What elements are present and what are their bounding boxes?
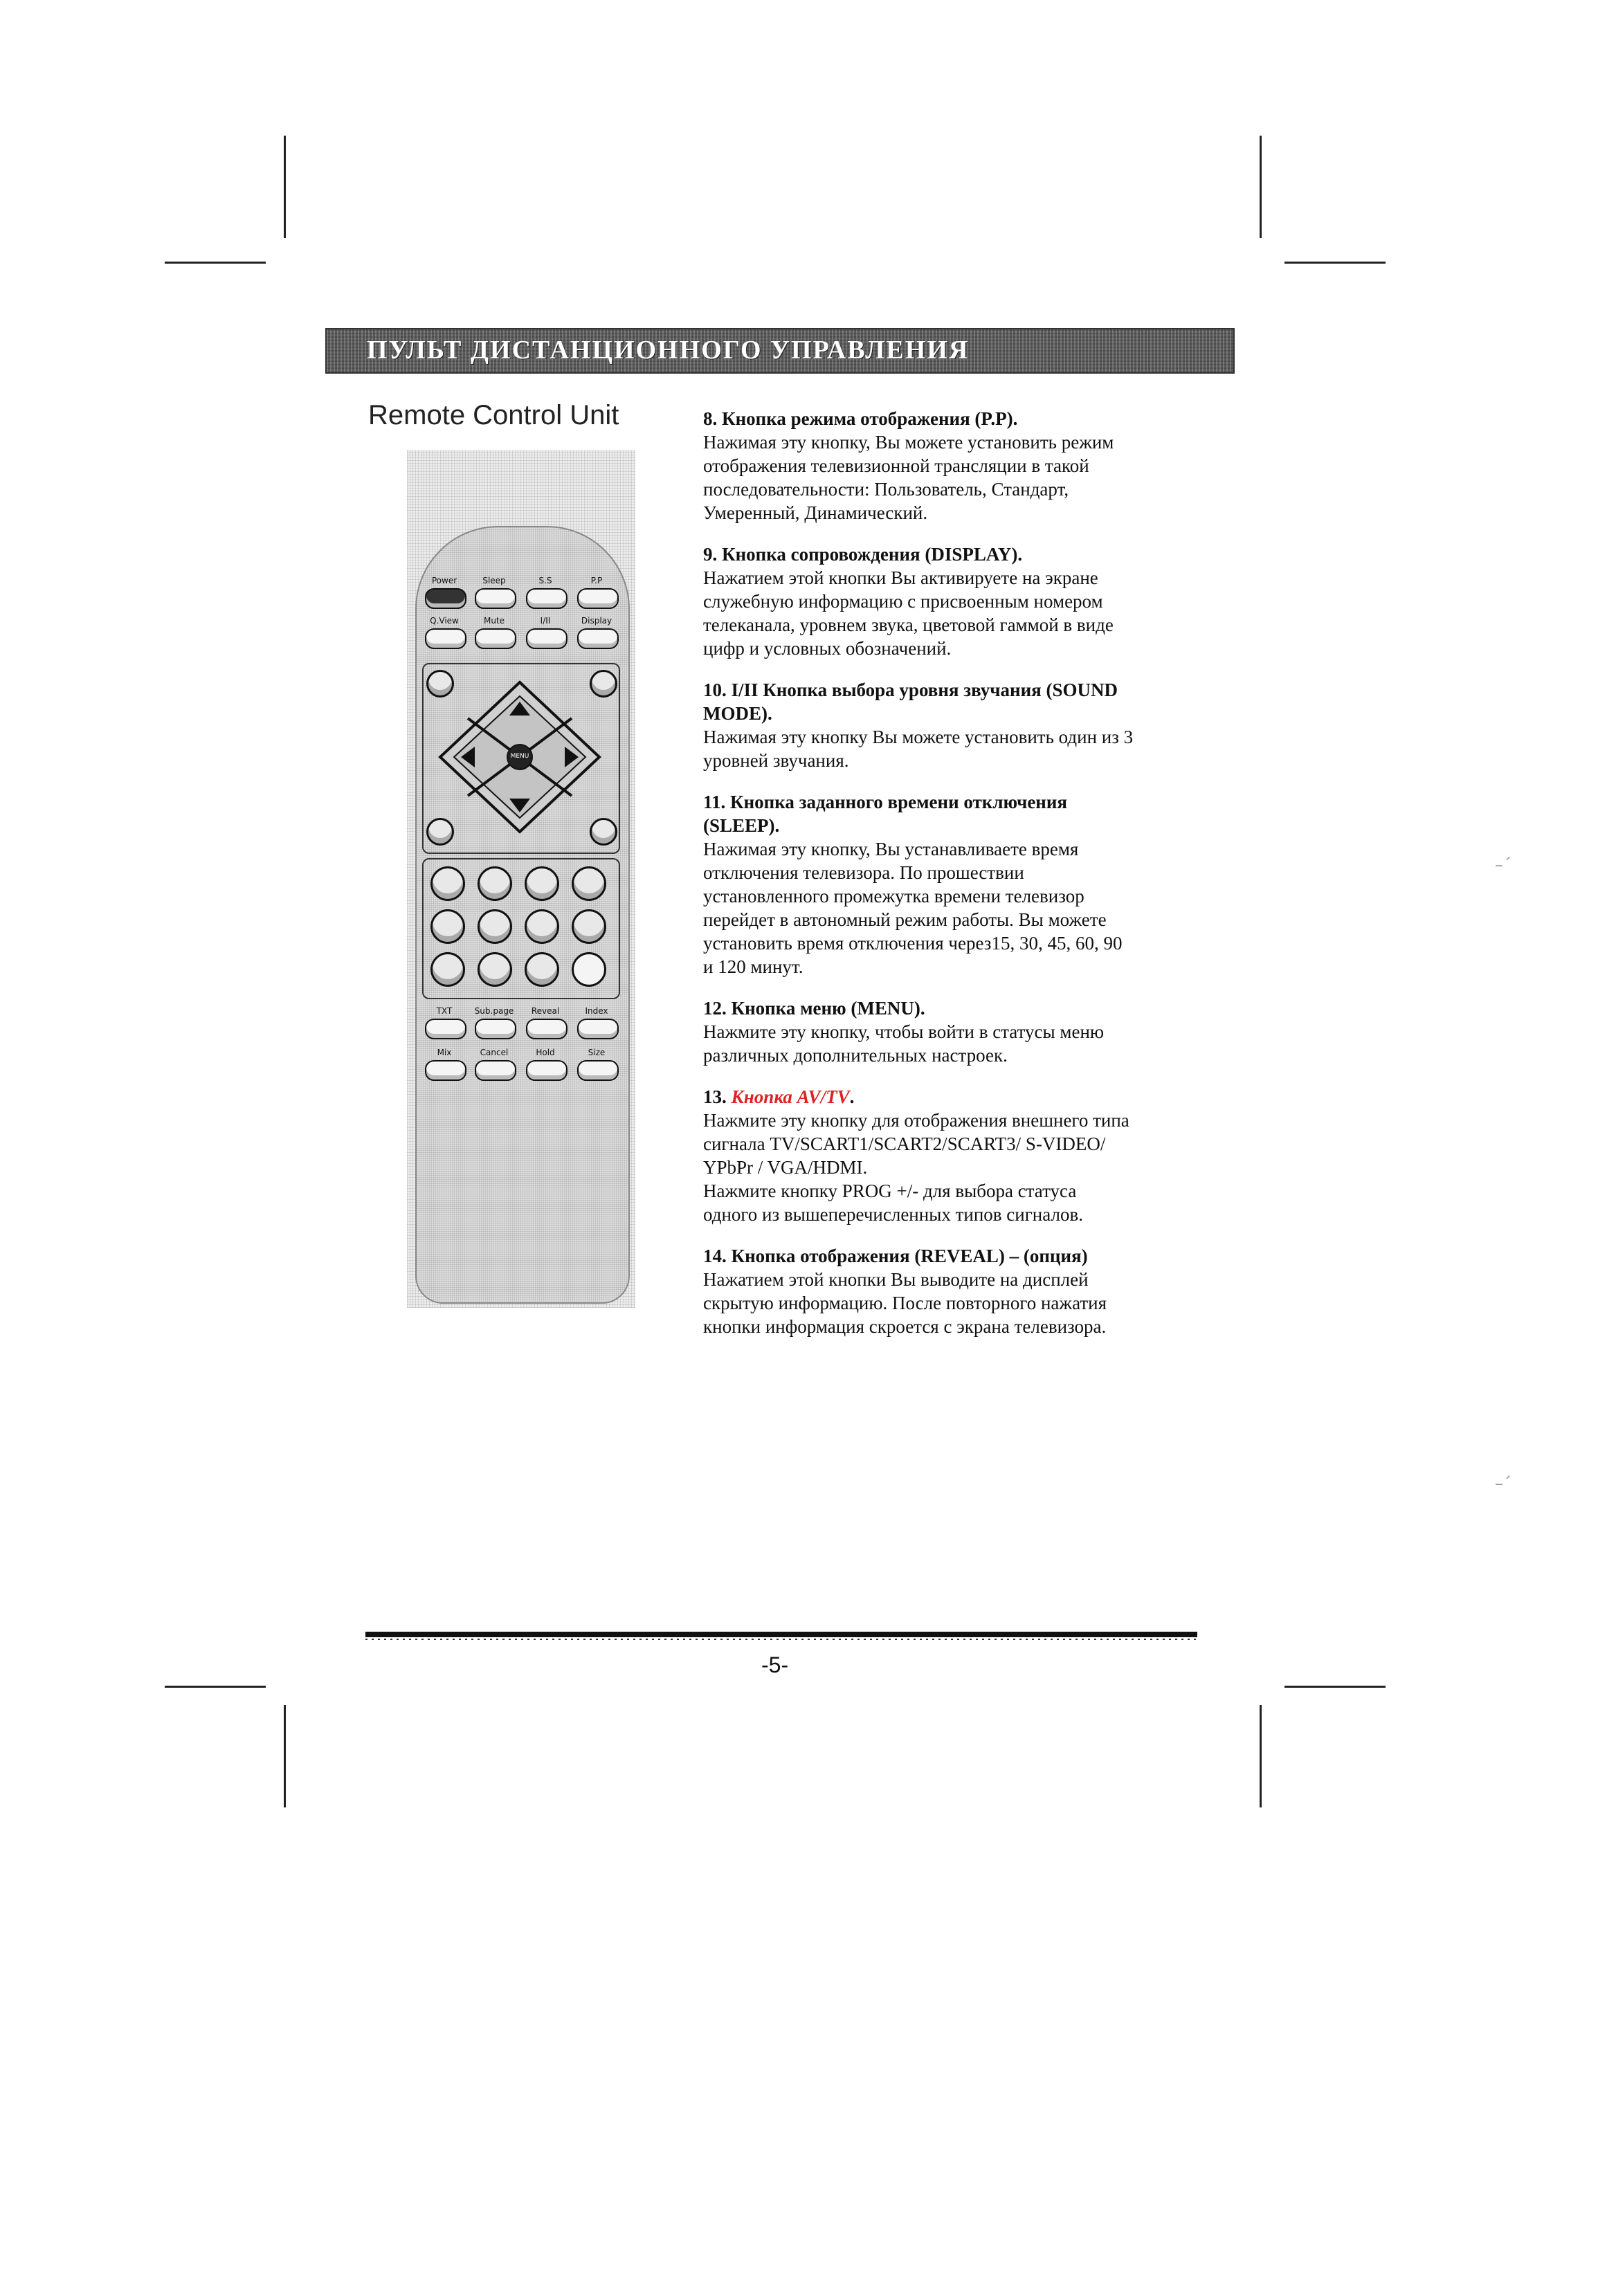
section-title-suffix: . — [849, 1086, 855, 1107]
number-button-6[interactable] — [478, 909, 512, 944]
page-number: -5- — [761, 1652, 789, 1677]
txt-button[interactable] — [425, 1019, 466, 1039]
section-title: 9. Кнопка сопровождения (DISPLAY). — [703, 544, 1023, 565]
crop-mark-bottom-right-h — [1284, 1686, 1386, 1688]
section-body: Нажатием этой кнопки Вы активируете на экране служебную информацию с присвоенным номером телеканала, уровнем звука, цветовой гаммой в виде цифр и условных обозначений. — [703, 567, 1114, 659]
number-button-0[interactable] — [478, 952, 512, 987]
mix-button[interactable] — [425, 1060, 466, 1081]
remote-label-ss: S.S — [538, 576, 552, 585]
number-button-7[interactable] — [525, 909, 559, 944]
number-button-1[interactable] — [430, 866, 465, 901]
ss-button[interactable] — [526, 588, 568, 609]
section-title-prefix: 13. — [703, 1086, 732, 1107]
section-menu — [703, 996, 1201, 1067]
remote-label-display: Display — [581, 616, 612, 626]
remote-label-sound: I/II — [540, 616, 551, 626]
section-body: Нажимая эту кнопку, Вы устанавливаете время отключения телевизора. По прошествии установленного промежутка времени телевизор перейдет в автономный режим работы. Вы можете установить время отключения через15, 30, 45, 60, 90 и 120 минут. — [703, 839, 1123, 977]
section-pp — [703, 407, 1201, 525]
remote-label-hold: Hold — [536, 1048, 555, 1057]
dpad-corner-bottom-right-button[interactable] — [590, 818, 617, 846]
section-title: 14. Кнопка отображения (REVEAL) – (опция) — [703, 1246, 1088, 1266]
section-body: Нажатием этой кнопки Вы выводите на дисплей скрытую информацию. После повторного нажатия кнопки информация скроется с экрана телевизора. — [703, 1269, 1107, 1337]
section-body: Нажмите эту кнопку, чтобы войти в статусы меню различных дополнительных настроек. — [703, 1021, 1105, 1066]
remote-label-size: Size — [588, 1048, 606, 1057]
section-title — [703, 1085, 1201, 1109]
section-display — [703, 543, 1201, 660]
index-button[interactable] — [577, 1019, 619, 1039]
power-button[interactable] — [425, 588, 466, 609]
remote-label-cancel: Cancel — [480, 1048, 509, 1057]
crop-mark-top-left — [284, 136, 286, 238]
crop-mark-bottom-left-h — [165, 1686, 266, 1688]
remote-label-sleep: Sleep — [482, 576, 506, 585]
section-title: 11. Кнопка заданного времени отключения (SLEEP). — [703, 792, 1068, 836]
section-title: 12. Кнопка меню (MENU). — [703, 998, 925, 1019]
number-button-ch[interactable] — [525, 952, 559, 987]
section-body: Нажмите эту кнопку для отображения внешнего типа сигнала TV/SCART1/SCART2/SCART3/ S-VIDEO/ YPbPr / VGA/HDMI. Нажмите кнопку PROG +/- для выбора статуса одного из вышеперечисленных типов сигналов. — [703, 1110, 1129, 1225]
menu-center-label: MENU — [510, 753, 529, 760]
sound-mode-button[interactable] — [526, 628, 568, 649]
header-title: ПУЛЬТ ДИСТАНЦИОННОГО УПРАВЛЕНИЯ — [367, 336, 970, 365]
description-column — [703, 407, 1201, 1356]
qview-button[interactable] — [425, 628, 466, 649]
scan-mark-2: –´ — [1495, 1474, 1511, 1493]
dpad-corner-top-right-button[interactable] — [590, 670, 617, 698]
remote-label-index: Index — [585, 1006, 608, 1016]
remote-label-qview: Q.View — [430, 616, 459, 626]
dpad-corner-bottom-left-button[interactable] — [426, 818, 454, 846]
pp-button[interactable] — [577, 588, 619, 609]
section-body: Нажимая эту кнопку Вы можете установить один из 3 уровней звучания. — [703, 727, 1134, 771]
mute-button[interactable] — [475, 628, 516, 649]
number-button-4[interactable] — [572, 866, 606, 901]
section-reveal — [703, 1244, 1201, 1338]
remote-label-power: Power — [431, 576, 457, 585]
remote-label-subpage: Sub.page — [474, 1006, 514, 1016]
remote-label-pp: P.P — [590, 576, 603, 585]
crop-mark-bottom-left — [284, 1705, 286, 1807]
crop-mark-top-right-h — [1284, 262, 1386, 264]
section-title: 8. Кнопка режима отображения (P.P). — [703, 408, 1018, 429]
number-button-9[interactable] — [430, 952, 465, 987]
remote-label-mute: Mute — [483, 616, 505, 626]
remote-label-txt: TXT — [436, 1006, 453, 1016]
size-button[interactable] — [577, 1060, 619, 1081]
footer-rule — [365, 1632, 1197, 1637]
display-button[interactable] — [577, 628, 619, 649]
section-av-tv — [703, 1085, 1201, 1226]
sleep-button[interactable] — [475, 588, 516, 609]
number-button-recall[interactable] — [572, 952, 606, 987]
subpage-button[interactable] — [475, 1019, 516, 1039]
cancel-button[interactable] — [475, 1060, 516, 1081]
crop-mark-bottom-right — [1260, 1705, 1262, 1807]
reveal-button[interactable] — [526, 1019, 568, 1039]
footer-rule-dotted — [365, 1639, 1197, 1640]
section-body: Нажимая эту кнопку, Вы можете установить режим отображения телевизионной трансляции в такой последовательности: Пользователь, Стандарт, Умеренный, Динамический. — [703, 432, 1114, 523]
section-sound-mode — [703, 678, 1201, 772]
section-title-watermark: Кнопка AV/TV — [731, 1086, 850, 1107]
crop-mark-top-right — [1260, 136, 1262, 238]
header-band — [325, 328, 1235, 374]
crop-mark-top-left-h — [165, 262, 266, 264]
dpad-corner-top-left-button[interactable] — [426, 670, 454, 698]
number-button-5[interactable] — [430, 909, 465, 944]
remote-body — [415, 526, 630, 1304]
section-title: 10. I/II Кнопка выбора уровня звучания (SOUND MODE). — [703, 680, 1118, 724]
number-button-8[interactable] — [572, 909, 606, 944]
remote-label-mix: Mix — [437, 1048, 452, 1057]
scan-mark-1: –´ — [1495, 855, 1511, 875]
number-button-2[interactable] — [478, 866, 512, 901]
hold-button[interactable] — [526, 1060, 568, 1081]
section-sleep — [703, 790, 1201, 978]
number-button-3[interactable] — [525, 866, 559, 901]
remote-heading: Remote Control Unit — [368, 400, 619, 430]
remote-label-reveal: Reveal — [531, 1006, 560, 1016]
